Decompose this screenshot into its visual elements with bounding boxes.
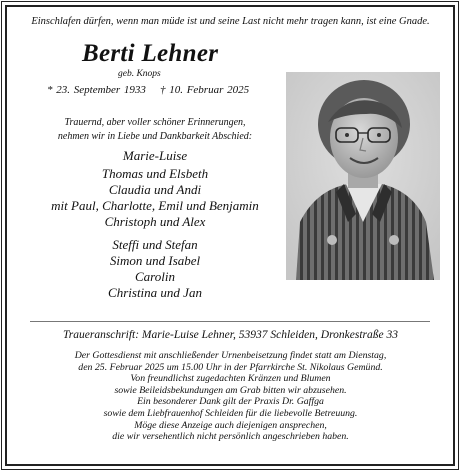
mourners-list <box>20 148 290 301</box>
mourner-line: Claudia und Andi <box>108 182 202 197</box>
mourner-line: Marie-Luise <box>122 148 188 163</box>
mourner-line: Carolin <box>135 269 175 284</box>
mourning-address: Traueranschrift: Marie-Luise Lehner, 53937 Schleiden, Dronkestraße 33 <box>63 329 398 341</box>
deceased-name: Berti Lehner <box>82 40 219 67</box>
life-dates <box>47 84 249 96</box>
portrait-photo <box>286 72 440 280</box>
mourner-line: mit Paul, Charlotte, Emil und Benjamin <box>51 198 259 213</box>
birth-name: geb. Knops <box>118 69 161 79</box>
notice-line: sowie Beileidsbekundungen am Grab bitten wir abzusehen. <box>114 384 347 396</box>
death-date: † 10. Februar 2025 <box>159 84 250 96</box>
notice-line: Der Gottesdienst mit anschließender Urnenbeisetzung findet statt am Dienstag, <box>74 350 387 361</box>
farewell-intro <box>20 116 290 144</box>
notice-line: Ein besonderer Dank gilt der Praxis Dr. Gaffga <box>137 396 324 408</box>
mourner-line: Steffi und Stefan <box>112 237 198 252</box>
notice-line: Möge diese Anzeige auch diejenigen ansprechen, <box>134 419 327 431</box>
notice-line: den 25. Februar 2025 um 15.00 Uhr in der Pfarrkirche St. Nikolaus Gemünd. <box>78 361 383 373</box>
birth-date: * 23. September 1933 <box>47 84 146 96</box>
notice-line: die wir versehentlich nicht persönlich angeschrieben haben. <box>112 431 349 443</box>
mourner-line: Thomas und Elsbeth <box>101 166 209 181</box>
notice-line: Von freundlichst zugedachten Kränzen und Blumen <box>130 373 331 385</box>
intro-line: nehmen wir in Liebe und Dankbarkeit Abschied: <box>57 131 253 142</box>
mourner-line: Simon und Isabel <box>109 253 201 268</box>
notice-line: sowie dem Liebfrauenhof Schleiden für die liebevolle Betreuung. <box>103 407 358 419</box>
section-divider <box>30 321 430 322</box>
mourner-line: Christina und Jan <box>108 285 202 300</box>
funeral-notice <box>0 350 461 443</box>
motto-quote: Einschlafen dürfen, wenn man müde ist und seine Last nicht mehr tragen kann, ist eine Gnade. <box>31 16 430 27</box>
mourner-line: Christoph und Alex <box>104 214 206 229</box>
intro-line: Trauernd, aber voller schöner Erinnerungen, <box>64 117 246 128</box>
